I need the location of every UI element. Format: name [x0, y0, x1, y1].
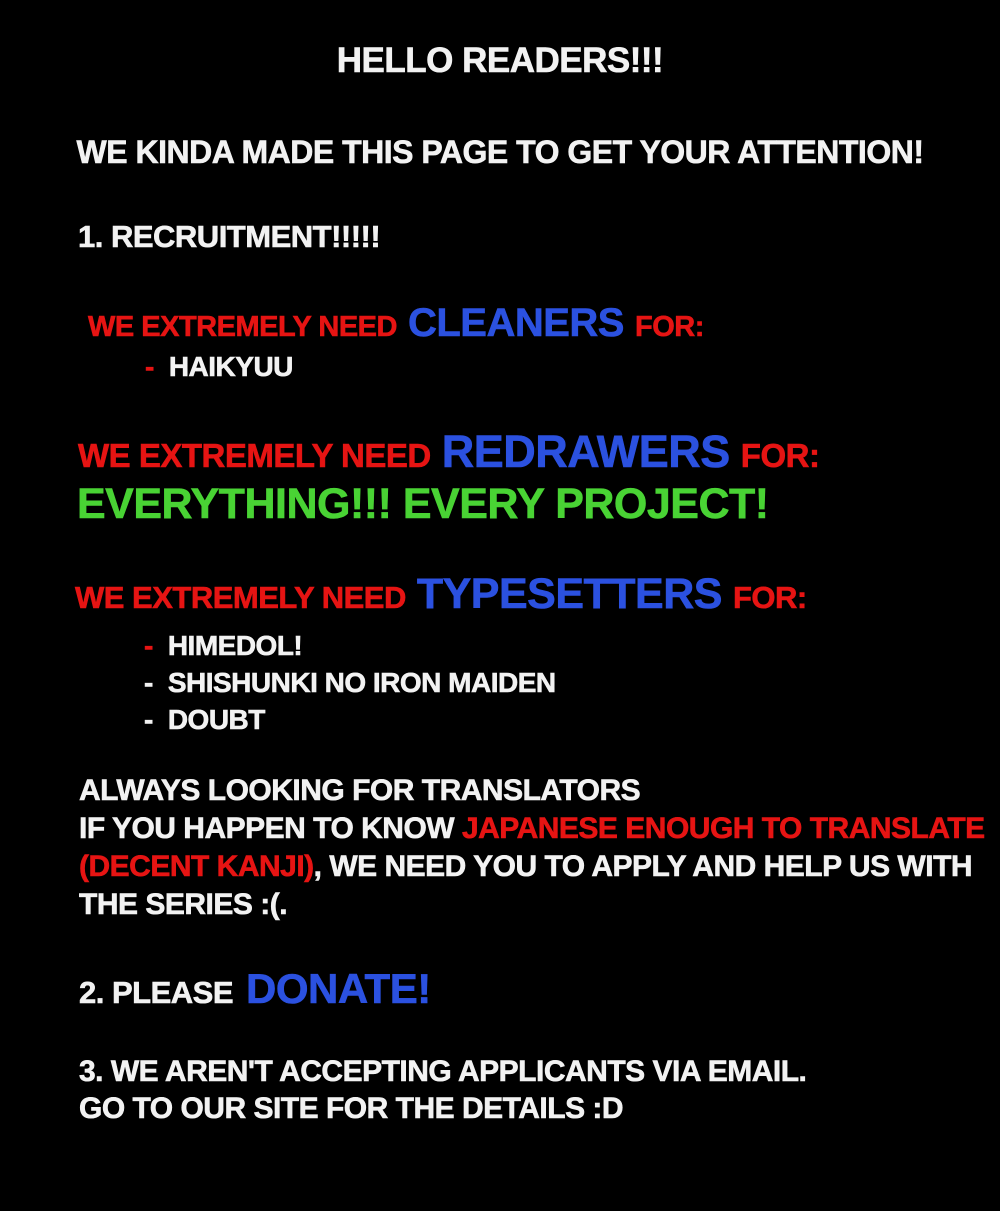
list-item-haikyuu-label: HAIKYUU	[168, 351, 293, 382]
bullet-dash: -	[144, 667, 153, 698]
translators-line-2	[79, 810, 985, 848]
translators-line-3-white: , WE NEED YOU TO APPLY AND HELP US WITH	[313, 850, 973, 883]
need-cleaners-line	[88, 302, 704, 345]
need-redrawers-line	[78, 428, 819, 477]
need-redrawers-prefix: WE EXTREMELY NEED	[78, 437, 431, 474]
list-item-haikyuu	[145, 352, 293, 382]
translators-line-3-red: (DECENT KANJI)	[79, 850, 314, 883]
need-typesetters-role: TYPESETTERS	[416, 570, 722, 618]
page-title: HELLO READERS!!!	[336, 41, 664, 80]
need-redrawers-role: REDRAWERS	[441, 426, 730, 477]
translators-line-3	[79, 848, 985, 886]
list-item-doubt	[144, 705, 265, 735]
need-cleaners-suffix: FOR:	[635, 311, 704, 343]
page-subtitle: WE KINDA MADE THIS PAGE TO GET YOUR ATTENTION!	[76, 134, 924, 170]
need-typesetters-prefix: WE EXTREMELY NEED	[75, 580, 406, 615]
applicants-line-1: 3. WE AREN'T ACCEPTING APPLICANTS VIA EMAIL.	[79, 1055, 807, 1088]
list-item-himedol-label: HIMEDOL!	[167, 630, 303, 661]
list-item-shishunki-label: SHISHUNKI NO IRON MAIDEN	[167, 667, 556, 698]
translators-line-2-white: IF YOU HAPPEN TO KNOW	[79, 812, 462, 845]
list-item-shishunki	[144, 668, 556, 698]
bullet-dash: -	[144, 630, 153, 661]
donate-prefix: 2. PLEASE	[79, 975, 233, 1010]
need-typesetters-suffix: FOR:	[732, 580, 807, 615]
list-item-himedol	[144, 631, 302, 661]
list-item-doubt-label: DOUBT	[167, 704, 265, 735]
bullet-dash: -	[144, 704, 153, 735]
need-typesetters-line	[75, 571, 807, 617]
redrawers-banner: EVERYTHING!!! EVERY PROJECT!	[77, 480, 769, 528]
translators-line-1: ALWAYS LOOKING FOR TRANSLATORS	[79, 774, 641, 807]
donate-line	[79, 966, 431, 1011]
need-cleaners-role: CLEANERS	[407, 301, 624, 345]
translators-line-4: THE SERIES :(.	[79, 888, 288, 921]
recruitment-heading: 1. RECRUITMENT!!!!!	[78, 219, 381, 254]
translators-paragraph	[79, 772, 985, 924]
applicants-line-2: GO TO OUR SITE FOR THE DETAILS :D	[79, 1092, 624, 1125]
need-redrawers-suffix: FOR:	[740, 437, 820, 474]
donate-highlight: DONATE!	[246, 965, 431, 1012]
bullet-dash: -	[145, 351, 154, 382]
translators-line-2-red: JAPANESE ENOUGH TO TRANSLATE	[461, 812, 985, 845]
need-cleaners-prefix: WE EXTREMELY NEED	[88, 311, 397, 343]
